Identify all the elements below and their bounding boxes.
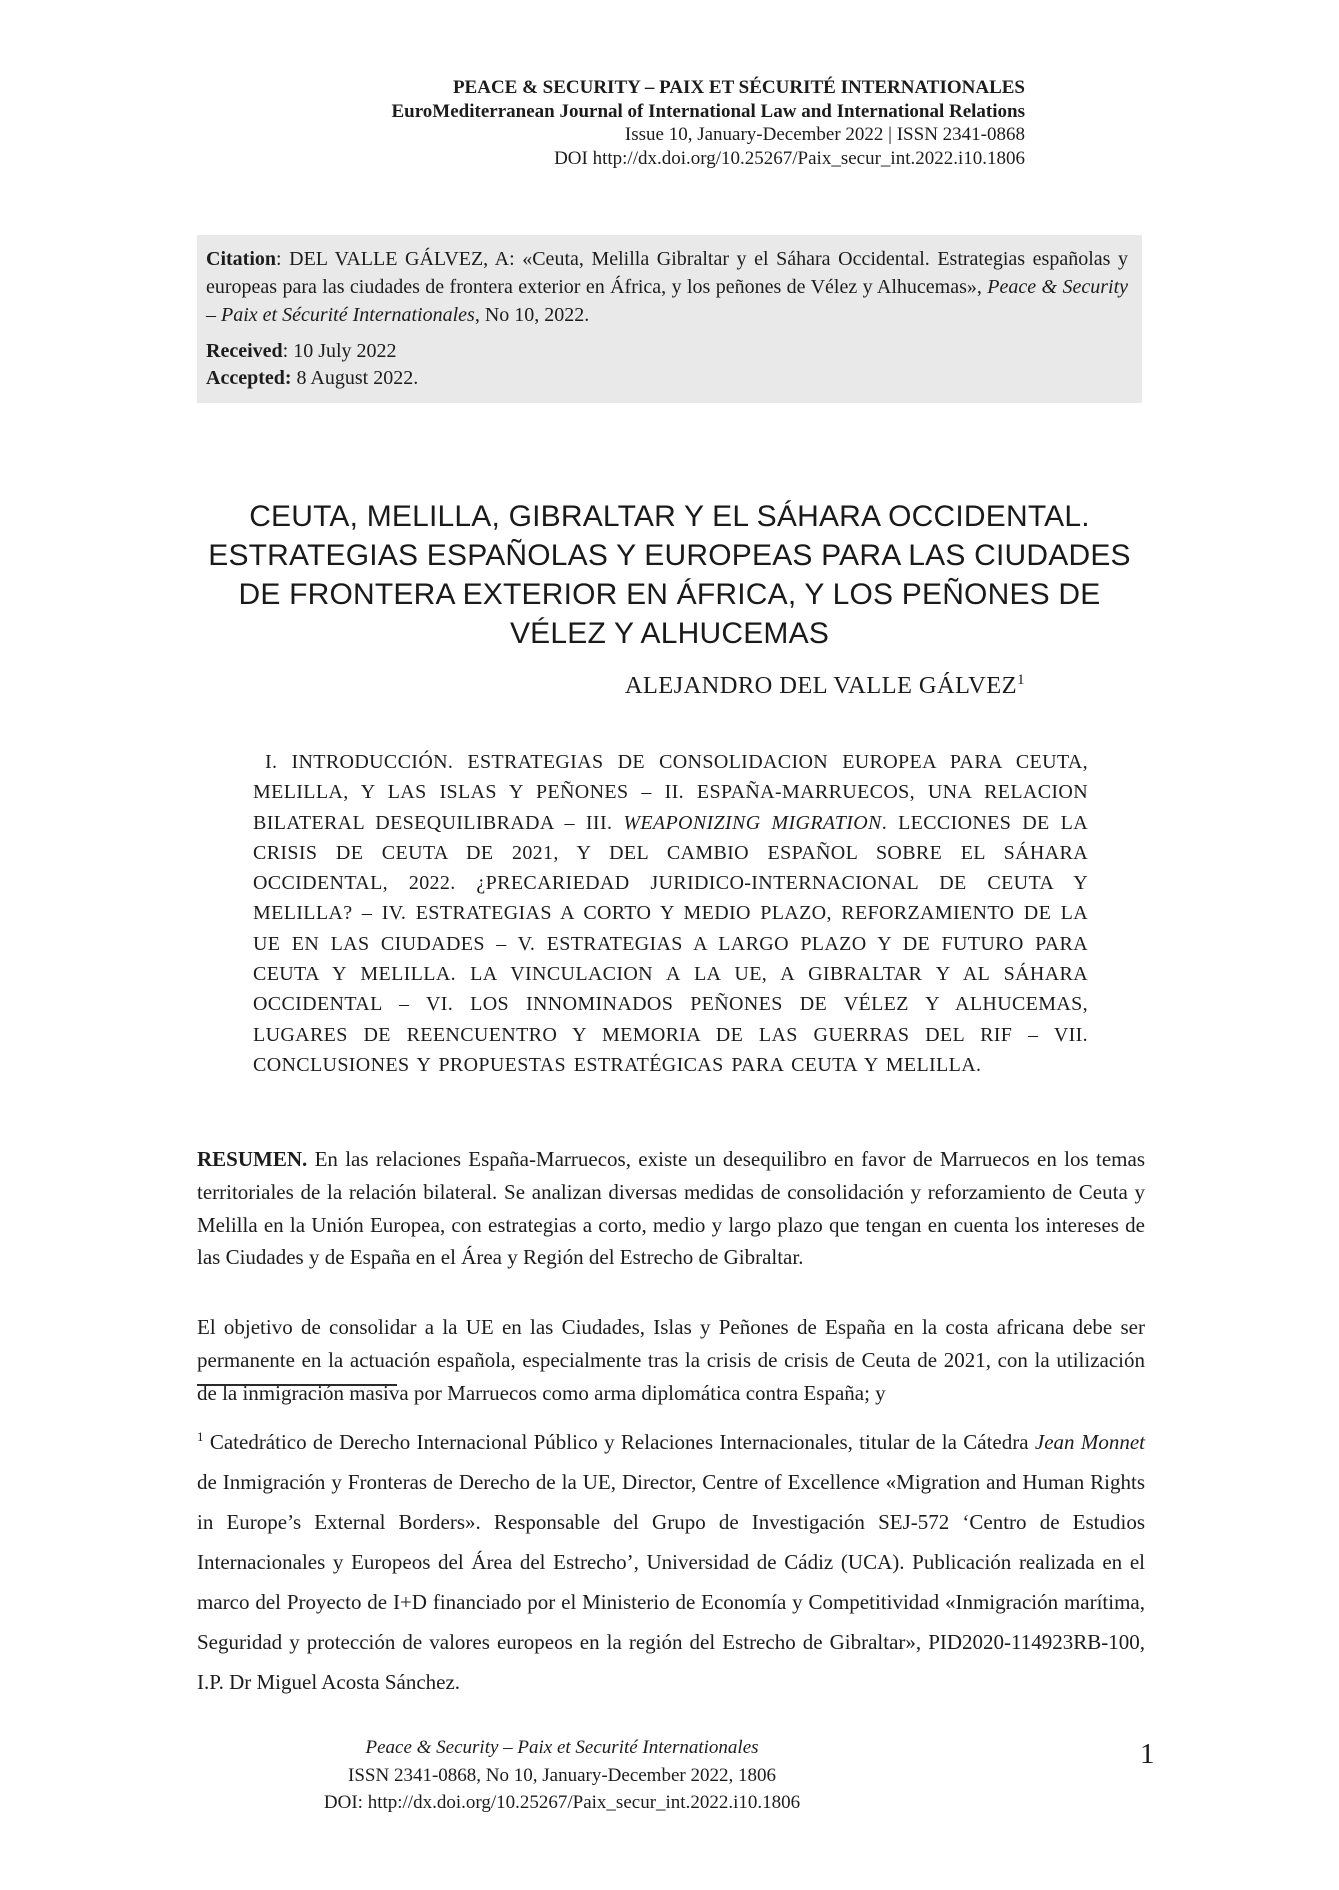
citation-journal-name: Peace & Security – Paix et Sécurité Internationales — [206, 276, 1128, 326]
abstract-label: RESUMEN. — [197, 1147, 308, 1171]
citation-text: : DEL VALLE GÁLVEZ, A: «Ceuta, Melilla Gibraltar y el Sáhara Occidental. Estrategias españolas y europeas para las ciudades de frontera exterior en África, y los peñones de Vélez y Alhucemas», — [206, 248, 1128, 298]
author-footnote-ref: 1 — [1017, 670, 1025, 688]
body-paragraph: El objetivo de consolidar a la UE en las Ciudades, Islas y Peñones de España en la costa africana debe ser permanente en la actuación española, especialmente tras la crisis de crisis de Ceuta de 2021, con la utilización de la inmigración masiva por Marruecos como arma diplomática contra España; y — [197, 1315, 1145, 1405]
footnote-paragraph — [197, 1422, 1145, 1702]
received-value: : 10 July 2022 — [282, 340, 397, 362]
footnote-text-2: de Inmigración y Fronteras de Derecho de la UE, Director, Centre of Excellence «Migration and Human Rights in Europe’s External Borders». Responsable del Grupo de Investigación SEJ-572 ‘Centro de Estudios Internacionales y Europeos del Área del Estrecho’, Universidad de Cádiz (UCA). Publicación realizada en el marco del Proyecto de I+D financiado por el Ministerio de Economía y Competitividad «Inmigración marítima, Seguridad y protección de valores europeos en la región del Estrecho de Gibraltar», PID2020-114923RB-100, I.P. Dr Miguel Acosta Sánchez. — [197, 1470, 1145, 1694]
footer-issn-line: ISSN 2341-0868, No 10, January-December 2022, 1806 — [348, 1764, 776, 1786]
table-of-contents — [253, 747, 1088, 1080]
toc-part-2: . LECCIONES DE LA CRISIS DE CEUTA DE 2021, Y DEL CAMBIO ESPAÑOL SOBRE EL SÁHARA OCCIDENTAL, 2022. ¿PRECARIEDAD JURIDICO-INTERNACIONAL DE CEUTA Y MELILLA? – IV. ESTRATEGIAS A CORTO Y MEDIO PLAZO, REFORZAMIENTO DE LA UE EN LAS CIUDADES – V. ESTRATEGIAS A LARGO PLAZO Y DE FUTURO PARA CEUTA Y MELILLA. LA VINCULACION A LA UE, A GIBRALTAR Y AL SÁHARA OCCIDENTAL – VI. LOS INNOMINADOS PEÑONES DE VÉLEZ Y ALHUCEMAS, LUGARES DE REENCUENTRO Y MEMORIA DE LAS GUERRAS DEL RIF – VII. CONCLUSIONES Y PROPUESTAS ESTRATÉGICAS PARA CEUTA Y MELILLA. — [253, 811, 1088, 1076]
article-title — [163, 497, 1176, 653]
citation-label: Citation — [206, 248, 276, 270]
accepted-value: 8 August 2022. — [291, 366, 419, 389]
accepted-line — [206, 365, 1128, 392]
author-line — [300, 672, 1025, 700]
footnote-ref: 1 — [197, 1429, 204, 1444]
page-footer — [197, 1734, 927, 1817]
journal-header — [300, 76, 1025, 170]
journal-subtitle: EuroMediterranean Journal of International Law and International Relations — [391, 100, 1025, 122]
footnote-separator-rule — [197, 1384, 397, 1386]
journal-title: PEACE & SECURITY – PAIX ET SÉCURITÉ INTERNATIONALES — [452, 77, 1025, 98]
article-title-line-2: ESTRATEGIAS ESPAÑOLAS Y EUROPEAS PARA LAS CIUDADES — [208, 539, 1131, 572]
citation-paragraph — [206, 245, 1128, 329]
footnote-italic-part: Jean Monnet — [1034, 1430, 1145, 1454]
received-line — [206, 338, 1128, 365]
toc-italic-part: WEAPONIZING MIGRATION — [623, 811, 882, 834]
received-label: Received — [206, 340, 283, 362]
accepted-label: Accepted: — [206, 366, 292, 389]
toc-part-1: I. INTRODUCCIÓN. ESTRATEGIAS DE CONSOLIDACION EUROPEA PARA CEUTA, MELILLA, Y LAS ISLAS Y PEÑONES – II. ESPAÑA-MARRUECOS, UNA RELACION BILATERAL DESEQUILIBRADA – III. — [253, 751, 1088, 834]
footer-doi-line: DOI: http://dx.doi.org/10.25267/Paix_secur_int.2022.i10.1806 — [323, 1792, 801, 1813]
header-doi-line: DOI http://dx.doi.org/10.25267/Paix_secur_int.2022.i10.1806 — [554, 147, 1025, 169]
citation-text-end: , No 10, 2022. — [474, 304, 590, 326]
article-title-line-3: DE FRONTERA EXTERIOR EN ÁFRICA, Y LOS PEÑONES DE — [238, 578, 1101, 611]
footer-journal-name: Peace & Security – Paix et Securité Internationales — [365, 1737, 759, 1758]
abstract-text: En las relaciones España-Marruecos, existe un desequilibro en favor de Marruecos en los temas territoriales de la relación bilateral. Se analizan diversas medidas de consolidación y reforzamiento de Ceuta y Melilla en la Unión Europea, con estrategias a corto, medio y largo plazo que tengan en cuenta los intereses de las Ciudades y de España en el Área y Región del Estrecho de Gibraltar. — [197, 1147, 1145, 1270]
page-number: 1 — [1140, 1738, 1155, 1770]
article-title-line-1: CEUTA, MELILLA, GIBRALTAR Y EL SÁHARA OCCIDENTAL. — [249, 500, 1090, 533]
abstract-paragraph — [197, 1143, 1145, 1274]
author-name: ALEJANDRO DEL VALLE GÁLVEZ — [624, 672, 1017, 699]
footnote-text-1: Catedrático de Derecho Internacional Público y Relaciones Internacionales, titular de la Cátedra — [203, 1430, 1035, 1454]
dates-block — [206, 338, 1128, 391]
article-title-line-4: VÉLEZ Y ALHUCEMAS — [509, 617, 830, 650]
citation-box — [197, 235, 1142, 403]
issue-line: Issue 10, January-December 2022 | ISSN 2341-0868 — [624, 124, 1025, 145]
